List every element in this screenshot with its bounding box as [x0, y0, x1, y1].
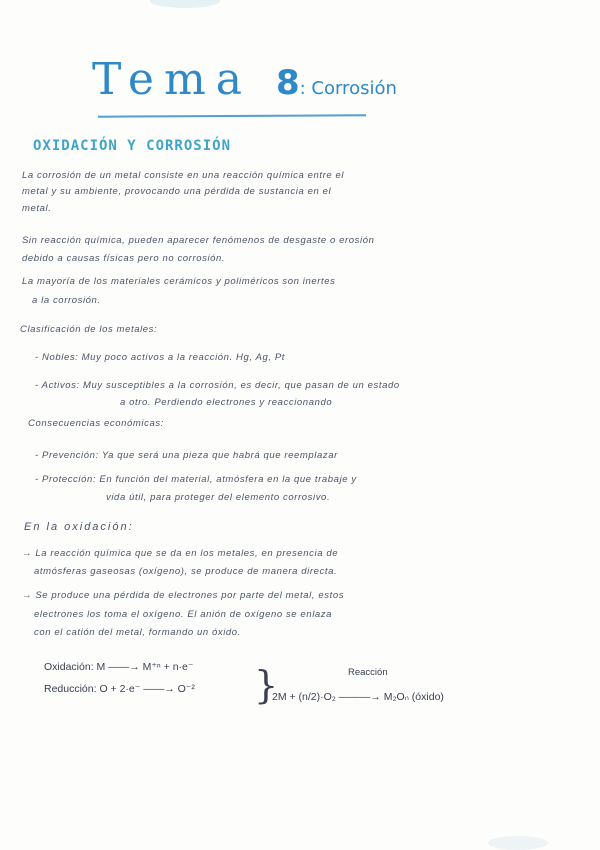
subheading: En la oxidación: [24, 521, 134, 533]
text-line: vida útil, para proteger del elemento corrosivo. [106, 492, 331, 503]
text-line: → La reacción química que se da en los metales, en presencia de [22, 548, 339, 559]
title-number: 8 [275, 63, 300, 103]
item-label: - Protección: [35, 474, 97, 485]
subheading: Clasificación de los metales: [20, 324, 158, 335]
item-text: Muy poco activos a la reacción. Hg, Ag, Pt [81, 352, 285, 363]
reaction-formula: 2M + (n/2)·O₂ ———→ M₂Oₙ (óxido) [272, 691, 444, 703]
text-line: Sin reacción química, pueden aparecer fenómenos de desgaste o erosión [22, 235, 375, 246]
section-heading: OXIDACIÓN Y CORROSIÓN [33, 138, 232, 154]
paper-smudge [150, 0, 220, 8]
title-topic: : Corrosión [299, 78, 397, 99]
reaction-label: Reacción [348, 667, 388, 678]
subheading: Consecuencias económicas: [28, 418, 164, 429]
text-line: metal. [22, 203, 52, 214]
item-label: - Prevención: [35, 450, 99, 461]
text-line: a la corrosión. [32, 295, 101, 306]
list-item [35, 352, 285, 364]
item-text: En función del material, atmósfera en la que trabaje y [99, 474, 357, 485]
text-line: atmósferas gaseosas (oxígeno), se produce de manera directa. [34, 566, 338, 577]
title-underline [98, 114, 366, 117]
text-line: a otro. Perdiendo electrones y reaccionando [120, 397, 333, 408]
text-line: → Se produce una pérdida de electrones por parte del metal, estos [22, 590, 345, 601]
text-line: La corrosión de un metal consiste en una reacción química entre el [22, 170, 345, 181]
item-label: - Activos: [35, 380, 80, 391]
text-line: La mayoría de los materiales cerámicos y poliméricos son inertes [22, 276, 336, 287]
text-line: metal y su ambiente, provocando una pérdida de sustancia en el [22, 186, 332, 197]
list-item [35, 474, 357, 486]
page-title [92, 54, 397, 105]
item-text: Muy susceptibles a la corrosión, es decir, que pasan de un estado [82, 380, 400, 391]
brace-symbol: } [254, 663, 279, 707]
title-word: Tema [92, 54, 252, 105]
text-line: electrones los toma el oxígeno. El anión de oxígeno se enlaza [34, 609, 333, 620]
text-line: debido a causas físicas pero no corrosión. [22, 253, 226, 264]
oxidation-formula: Oxidación: M ——→ M⁺ⁿ + n·e⁻ [44, 661, 194, 673]
list-item [35, 380, 400, 392]
item-label: - Nobles: [35, 352, 79, 363]
item-text: Ya que será una pieza que habrá que reemplazar [101, 450, 338, 461]
text-line: con el catión del metal, formando un óxido. [34, 627, 241, 638]
list-item [35, 450, 338, 462]
reduction-formula: Reducción: O + 2·e⁻ ——→ O⁻² [44, 683, 195, 695]
